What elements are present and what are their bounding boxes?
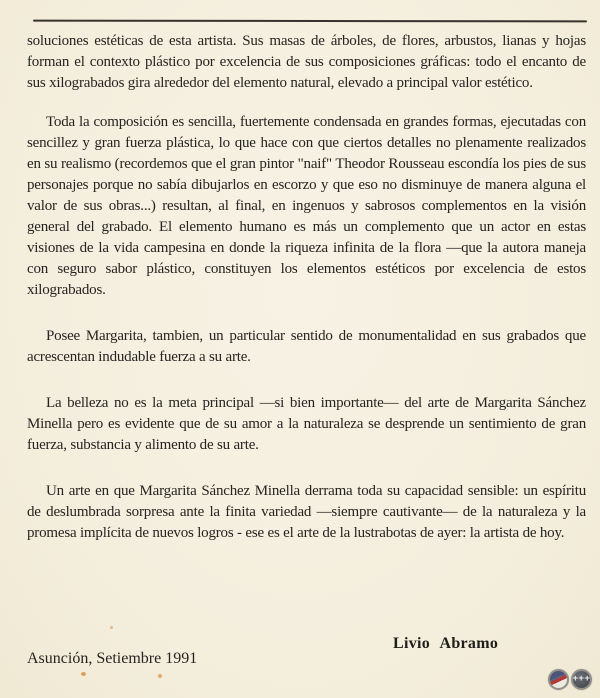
paragraph-2: Toda la composición es sencilla, fuertemente condensada en grandes formas, ejecutadas con sencillez y gran fuerza plástica, lo que hace con que ciertos detalles no plenamente realizados en su realismo (recordemos que el gran pintor "naif" Theodor Rousseau escondía los pies de sus personajes porque no sabía dibujarlos en escorzo y que eso no disminuye de manera alguna el valor de sus obras...) resultan, al final, en ingenuos y sabrosos complementos en la visión general del grabado. El elemento humano es más un complemento que un actor en estas visiones de la vida campesina en donde la riqueza infinita de la flora —que la autora maneja con seguro sabor plástico, constituyen los elementos estéticos por excelencia de estos xilograbados.	[27, 114, 586, 298]
paragraph-3: Posee Margarita, tambien, un particular sentido de monumentalidad en sus grabados que acrescentan indudable fuerza a su arte.	[27, 328, 586, 365]
more-options-button[interactable]	[571, 669, 592, 690]
author-signature: Livio Abramo	[393, 635, 499, 652]
corner-widget-buttons	[548, 669, 592, 690]
plus-signs-icon: +++	[572, 674, 591, 684]
paragraph-5: Un arte en que Margarita Sánchez Minella derrama toda su capacidad sensible: un espíritu de deslumbrada sorpresa ante la finita variedad —siempre cautivante— de la naturaleza y la promesa implícita de nuevos logros - ese es el arte de la lustrabotas de ayer: la artista de hoy.	[27, 483, 586, 541]
paper-speck	[81, 672, 86, 676]
document-body-text	[27, 31, 586, 562]
place-dateline: Asunción, Setiembre 1991	[27, 650, 198, 667]
top-horizontal-rule	[33, 20, 587, 23]
flag-icon-button[interactable]	[548, 669, 569, 690]
paragraph-1: soluciones estéticas de esta artista. Sus masas de árboles, de flores, arbustos, lianas y hojas forman el contexto plástico por excelencia de sus composiciones gráficas: todo el encanto de sus xilograbados gira alrededor del elemento natural, elevado a principal valor estético.	[27, 33, 586, 91]
paragraph-4: La belleza no es la meta principal —si bien importante— del arte de Margarita Sánchez Minella pero es evidente que de su amor a la naturaleza se desprende un sentimiento de gran fuerza, substancia y alimento de su arte.	[27, 395, 586, 453]
paper-speck	[158, 674, 162, 678]
paper-speck	[110, 626, 113, 629]
